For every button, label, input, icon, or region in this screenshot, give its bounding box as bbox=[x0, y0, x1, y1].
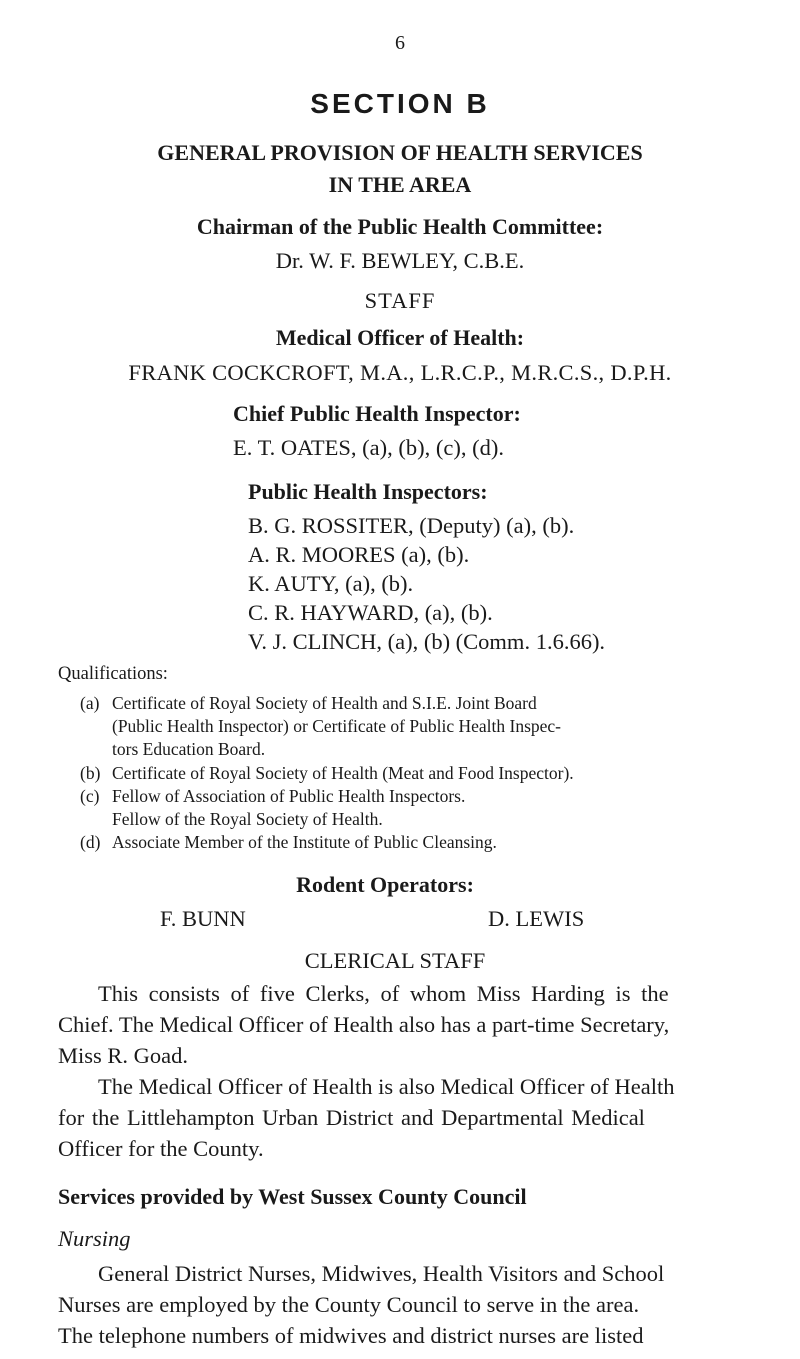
body-line: General District Nurses, Midwives, Health Visitors and School bbox=[98, 1261, 665, 1286]
qualification-text: tors Education Board. bbox=[112, 739, 266, 759]
clerical-heading: CLERICAL STAFF bbox=[304, 948, 486, 973]
qualification-text: Fellow of Association of Public Health Inspectors. bbox=[112, 786, 466, 806]
chief-phi-name: E. T. OATES, (a), (b), (c), (d). bbox=[233, 435, 504, 460]
phi-name: K. AUTY, (a), (b). bbox=[248, 571, 414, 596]
body-line: Miss R. Goad. bbox=[58, 1043, 189, 1068]
qualification-key: (c) bbox=[80, 786, 100, 806]
main-title-line-1: GENERAL PROVISION OF HEALTH SERVICES bbox=[157, 140, 643, 165]
rodent-name: F. BUNN bbox=[160, 906, 246, 931]
qualification-text: Certificate of Royal Society of Health (Meat and Food Inspector). bbox=[112, 763, 574, 783]
qualification-text: Certificate of Royal Society of Health and S.I.E. Joint Board bbox=[112, 693, 537, 713]
qualification-key: (b) bbox=[80, 763, 101, 783]
body-line: The Medical Officer of Health is also Medical Officer of Health bbox=[98, 1074, 675, 1099]
body-line: Nurses are employed by the County Council to serve in the area. bbox=[58, 1292, 640, 1317]
services-heading: Services provided by West Sussex County Council bbox=[58, 1184, 527, 1209]
phi-heading: Public Health Inspectors: bbox=[248, 479, 488, 504]
moh-heading: Medical Officer of Health: bbox=[275, 325, 525, 350]
chairman-name: Dr. W. F. BEWLEY, C.B.E. bbox=[275, 248, 525, 273]
main-title-line-2: IN THE AREA bbox=[328, 172, 472, 197]
chief-phi-heading: Chief Public Health Inspector: bbox=[233, 401, 521, 426]
body-line: The telephone numbers of midwives and district nurses are listed bbox=[58, 1323, 644, 1348]
phi-name: C. R. HAYWARD, (a), (b). bbox=[248, 600, 493, 625]
section-title: SECTION B bbox=[310, 88, 490, 119]
moh-name: FRANK COCKCROFT, M.A., L.R.C.P., M.R.C.S., D.P.H. bbox=[128, 360, 672, 385]
phi-name: B. G. ROSSITER, (Deputy) (a), (b). bbox=[248, 513, 575, 538]
chairman-heading: Chairman of the Public Health Committee: bbox=[196, 214, 604, 239]
qualification-text: Associate Member of the Institute of Public Cleansing. bbox=[112, 832, 497, 852]
body-line: Chief. The Medical Officer of Health also has a part-time Secretary, bbox=[58, 1012, 670, 1037]
phi-name: V. J. CLINCH, (a), (b) (Comm. 1.6.66). bbox=[248, 629, 606, 654]
qualification-text: Fellow of the Royal Society of Health. bbox=[112, 809, 383, 829]
qualification-key: (d) bbox=[80, 832, 101, 852]
rodent-heading: Rodent Operators: bbox=[296, 872, 474, 897]
phi-name: A. R. MOORES (a), (b). bbox=[248, 542, 470, 567]
body-line: Officer for the County. bbox=[58, 1136, 264, 1161]
rodent-name: D. LEWIS bbox=[488, 906, 585, 931]
nursing-heading: Nursing bbox=[58, 1226, 131, 1251]
staff-heading: STAFF bbox=[364, 288, 436, 313]
page-number: 6 bbox=[395, 32, 405, 54]
qualification-key: (a) bbox=[80, 693, 100, 713]
qualifications-heading: Qualifications: bbox=[58, 664, 168, 684]
body-line: for the Littlehampton Urban District and Departmental Medical bbox=[58, 1105, 645, 1130]
qualification-text: (Public Health Inspector) or Certificate of Public Health Inspec- bbox=[112, 716, 562, 736]
body-line: This consists of five Clerks, of whom Miss Harding is the bbox=[98, 981, 669, 1006]
